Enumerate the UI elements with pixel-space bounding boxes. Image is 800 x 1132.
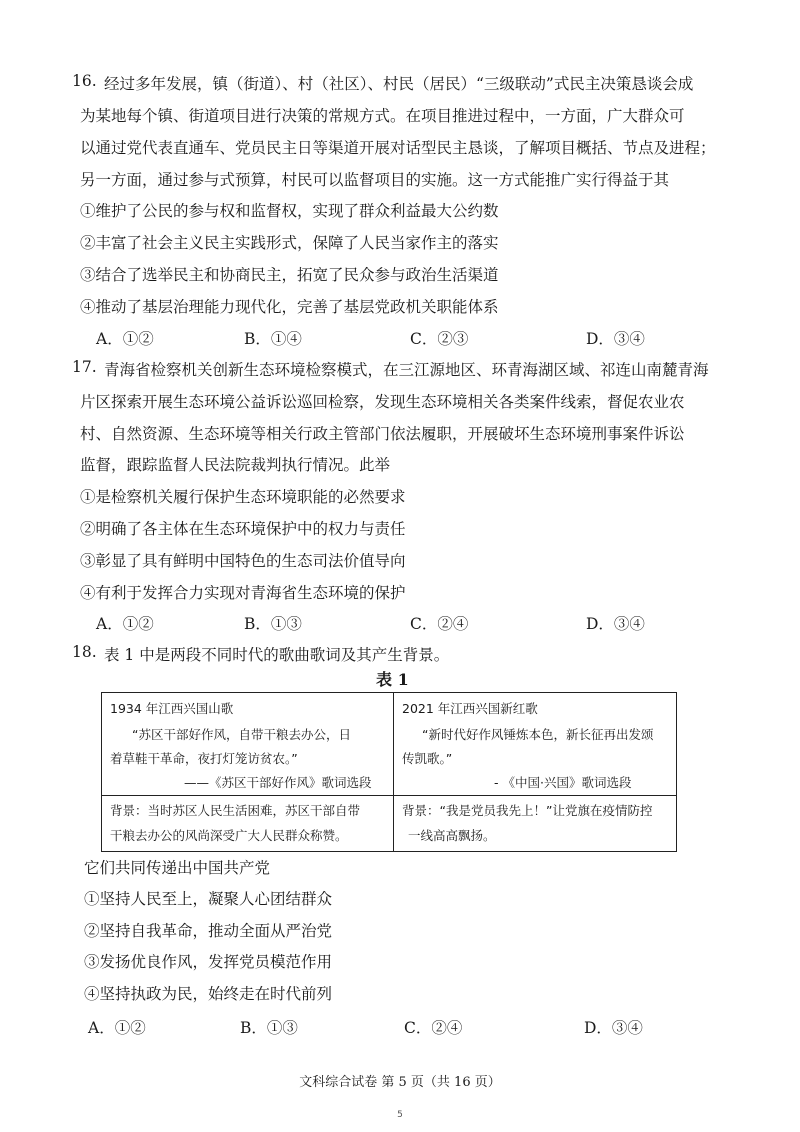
option-d[interactable]: D．③④: [586, 330, 645, 348]
option-c[interactable]: C．②④: [404, 1019, 463, 1037]
table-cell-text: 1934 年江西兴国山歌: [110, 701, 234, 716]
question-number: 16.: [72, 72, 97, 90]
option-a[interactable]: A．①②: [88, 1019, 146, 1037]
table-cell-text: 一线高高飘扬。: [408, 828, 496, 843]
table-title: 表 1: [376, 670, 409, 689]
table-cell-text: - 《中国·兴国》歌词选段: [494, 775, 632, 790]
table-divider: [393, 693, 394, 851]
stem-line: 为某地每个镇、街道项目进行决策的常规方式。在项目推进过程中，一方面，广大群众可: [80, 107, 685, 125]
choice-item: ②坚持自我革命，推动全面从严治党: [84, 922, 333, 940]
stem-line: 村、自然资源、生态环境等相关行政主管部门依法履职，开展破坏生态环境刑事案件诉讼: [80, 425, 685, 443]
choice-item: ①是检察机关履行保护生态环境职能的必然要求: [80, 488, 406, 506]
stem-line: 青海省检察机关创新生态环境检察模式，在三江源地区、环青海湖区域、祁连山南麓青海: [104, 361, 709, 379]
stem-line: 监督，跟踪监督人民法院裁判执行情况。此举: [80, 456, 391, 474]
choice-item: ④有利于发挥合力实现对青海省生态环境的保护: [80, 584, 406, 602]
table-divider: [102, 795, 676, 796]
question-number: 17.: [72, 358, 97, 376]
stem-line: 片区探索开展生态环境公益诉讼巡回检察，发现生态环境相关各类案件线索，督促农业农: [80, 393, 685, 411]
table-cell-text: 着草鞋干革命，夜打灯笼访贫农。”: [110, 751, 298, 766]
option-a[interactable]: A．①②: [96, 330, 154, 348]
option-d[interactable]: D．③④: [584, 1019, 643, 1037]
question-number: 18.: [72, 643, 97, 661]
table-cell-text: 干粮去办公的风尚深受广大人民群众称赞。: [110, 828, 348, 843]
choice-item: ①坚持人民至上，凝聚人心团结群众: [84, 890, 333, 908]
stem-line: 以通过党代表直通车、党员民主日等渠道开展对话型民主恳谈，了解项目概括、节点及进程；: [80, 139, 716, 157]
choice-item: ③结合了选举民主和协商民主，拓宽了民众参与政治生活渠道: [80, 266, 499, 284]
option-c[interactable]: C．②③: [410, 330, 469, 348]
table-cell-text: ——《苏区干部好作风》歌词选段: [184, 775, 372, 790]
stem-line: 经过多年发展，镇（街道）、村（社区）、村民（居民）“三级联动”式民主决策恳谈会成: [104, 75, 694, 93]
page-footer: 文科综合试卷 第 5 页（共 16 页）: [299, 1075, 501, 1090]
choice-item: ③彰显了具有鲜明中国特色的生态司法价值导向: [80, 552, 406, 570]
table-cell-text: “新时代好作风锤炼本色，新长征再出发颂: [422, 727, 654, 742]
table-cell-text: 背景：当时苏区人民生活困难，苏区干部自带: [110, 803, 361, 818]
lyrics-table: [101, 692, 677, 852]
choice-item: ④推动了基层治理能力现代化，完善了基层党政机关职能体系: [80, 298, 499, 316]
option-b[interactable]: B．①④: [244, 330, 302, 348]
option-c[interactable]: C．②④: [410, 615, 469, 633]
page-number: 5: [397, 1110, 403, 1120]
choice-item: ④坚持执政为民，始终走在时代前列: [84, 985, 333, 1003]
table-cell-text: 背景：“我是党员我先上！”让党旗在疫情防控: [402, 803, 653, 818]
option-d[interactable]: D．③④: [586, 615, 645, 633]
table-cell-text: 2021 年江西兴国新红歌: [402, 701, 538, 716]
choice-item: ①维护了公民的参与权和监督权，实现了群众利益最大公约数: [80, 202, 499, 220]
choice-item: ②明确了各主体在生态环境保护中的权力与责任: [80, 520, 406, 538]
option-a[interactable]: A．①②: [96, 615, 154, 633]
option-b[interactable]: B．①③: [240, 1019, 298, 1037]
table-cell-text: 传凯歌。”: [402, 751, 453, 766]
stem-line: 另一方面，通过参与式预算，村民可以监督项目的实施。这一方式能推广实行得益于其: [80, 171, 670, 189]
option-b[interactable]: B．①③: [244, 615, 302, 633]
choice-item: ②丰富了社会主义民主实践形式，保障了人民当家作主的落实: [80, 234, 499, 252]
lead-line: 它们共同传递出中国共产党: [84, 859, 271, 877]
choice-item: ③发扬优良作风，发挥党员模范作用: [84, 953, 333, 971]
table-cell-text: “苏区干部好作风，自带干粮去办公，日: [132, 727, 351, 742]
stem-line: 表 1 中是两段不同时代的歌曲歌词及其产生背景。: [104, 646, 450, 664]
